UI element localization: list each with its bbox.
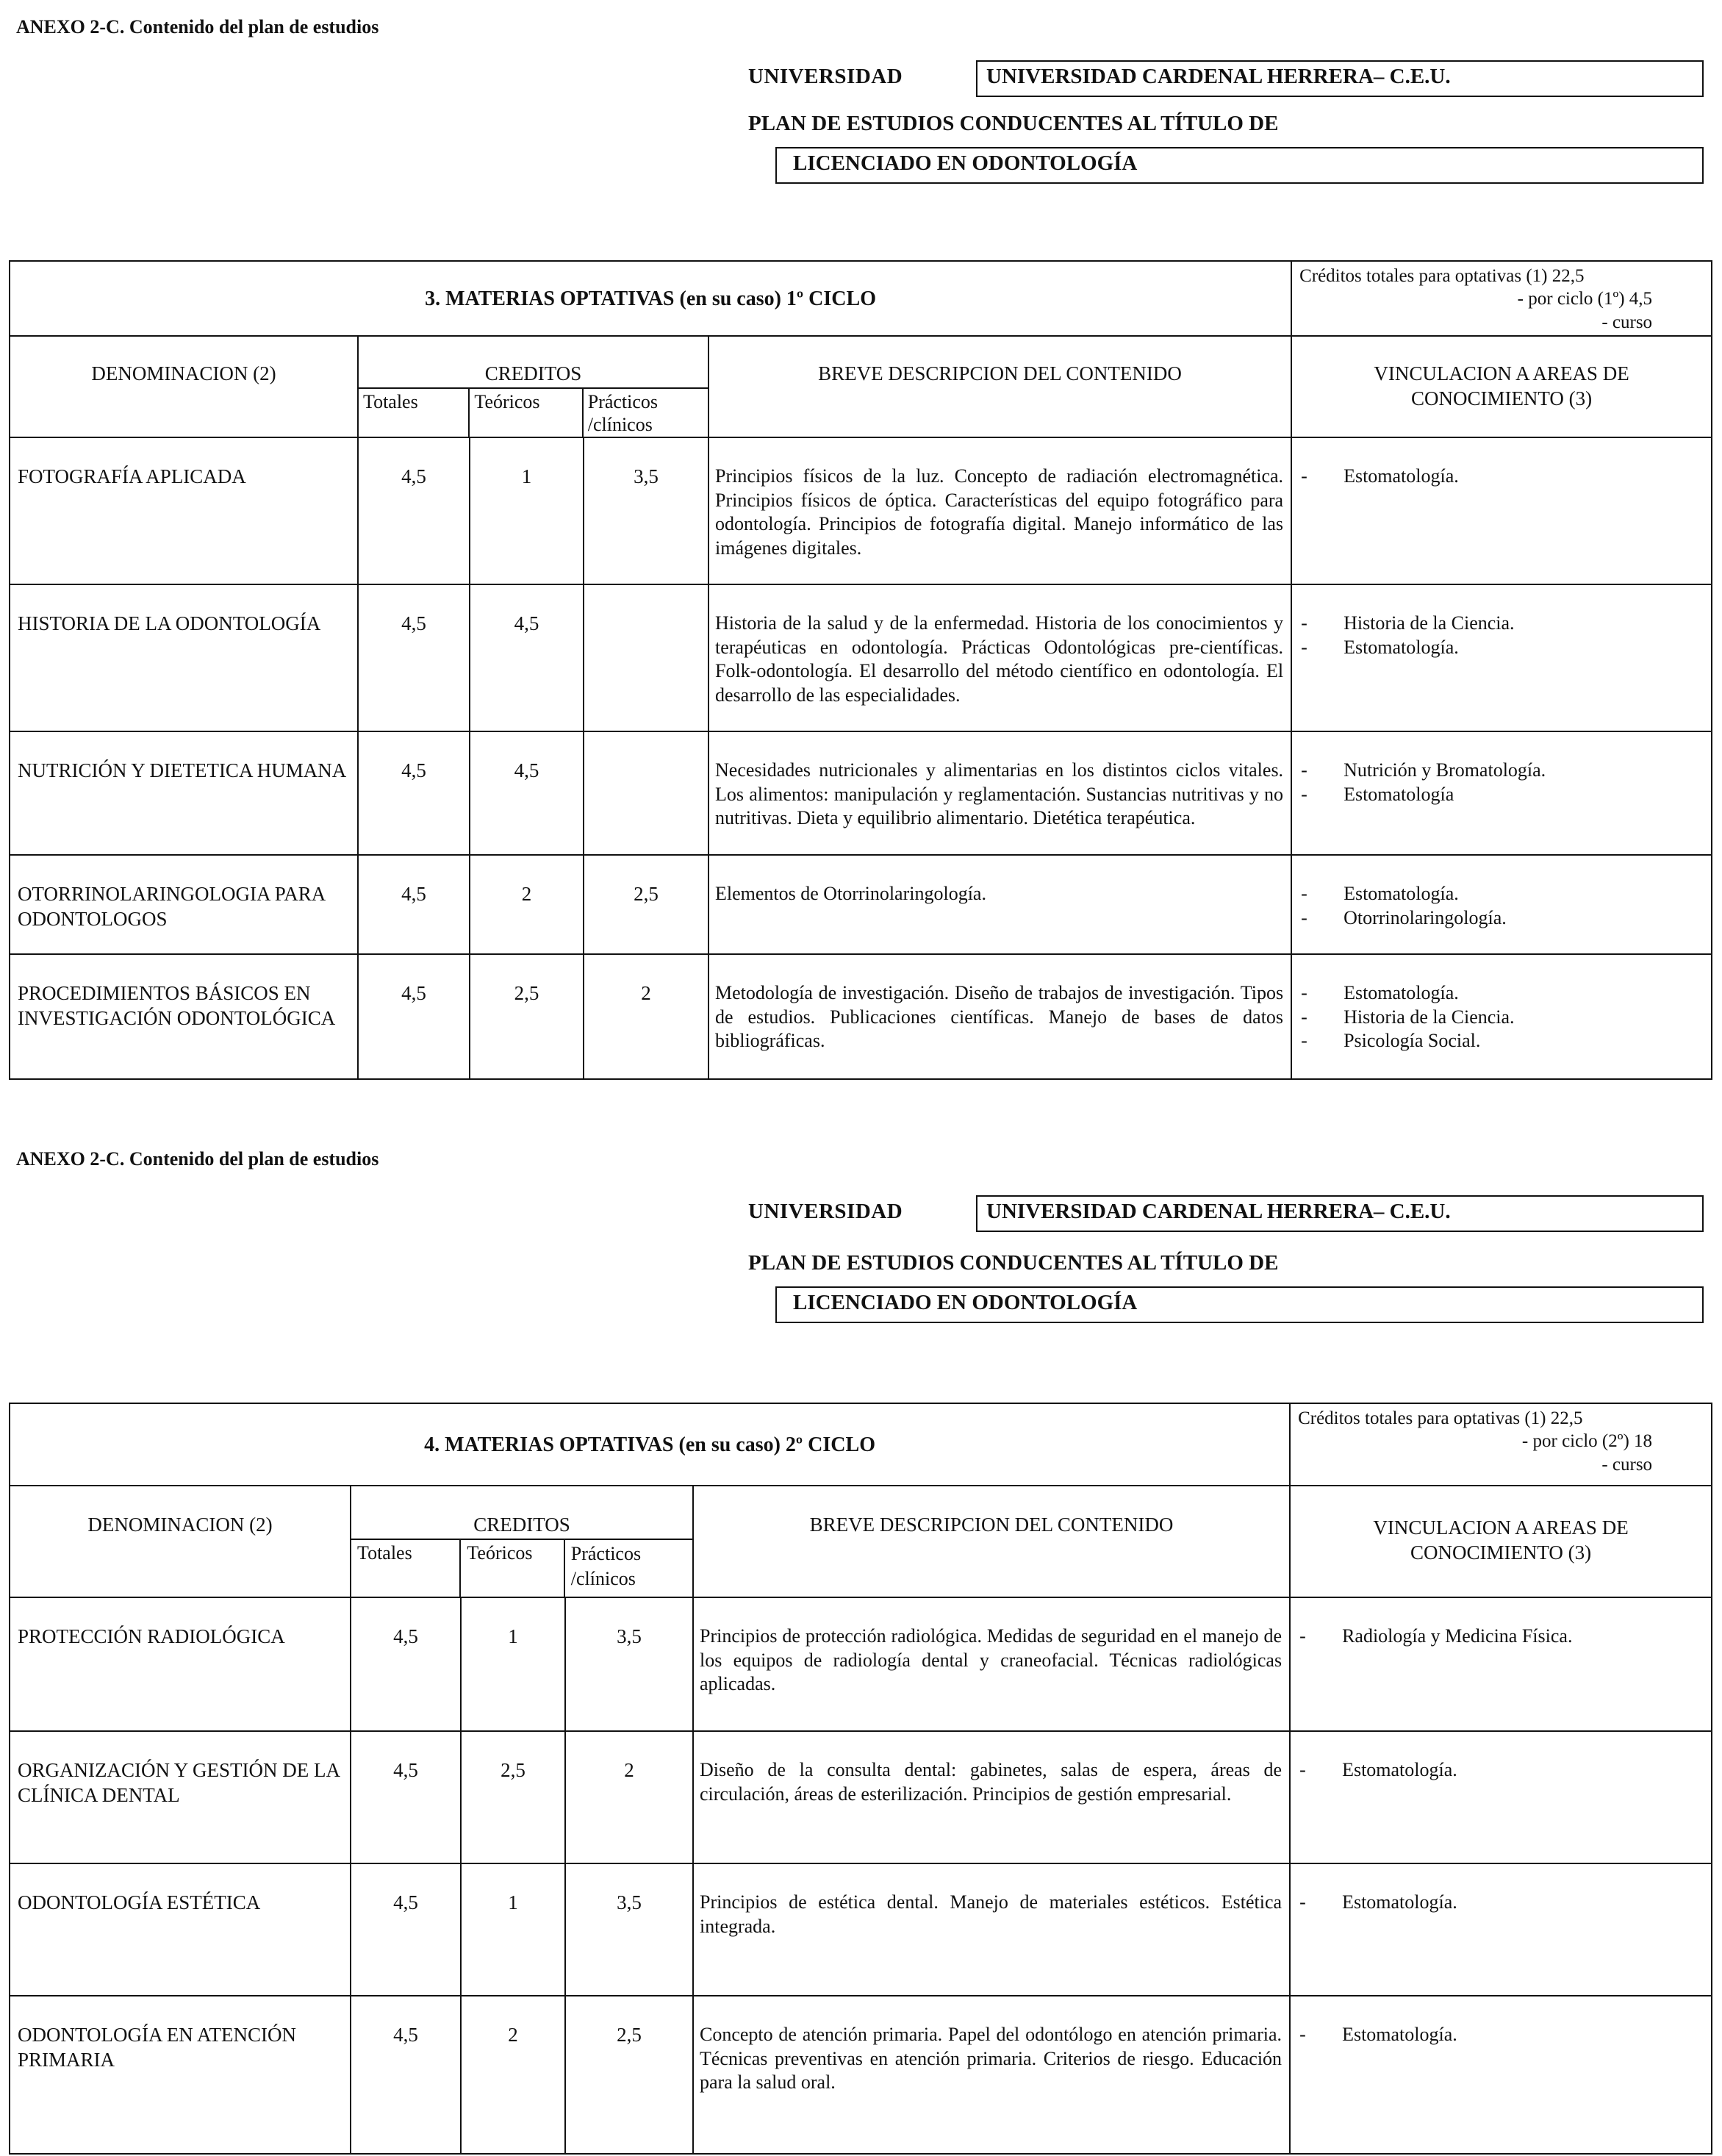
creditos-teoricos-value: 4,5 bbox=[470, 584, 584, 731]
table-row bbox=[10, 1597, 1712, 1731]
dash-bullet: - bbox=[1301, 759, 1307, 781]
creditos-totales: Créditos totales para optativas (1) 22,5 bbox=[1298, 1408, 1583, 1428]
col-totales: Totales bbox=[351, 1540, 461, 1597]
creditos-totales: Créditos totales para optativas (1) 22,5 bbox=[1299, 266, 1585, 286]
materia-name: OTORRINOLARINGOLOGIA PARA ODONTOLOGOS bbox=[10, 855, 358, 954]
universidad-label: UNIVERSIDAD bbox=[748, 65, 903, 88]
dash-bullet: - bbox=[1301, 1006, 1307, 1028]
creditos-practicos-value: 2 bbox=[584, 954, 708, 1079]
creditos-teoricos-value: 1 bbox=[470, 437, 584, 584]
area-item bbox=[1301, 783, 1704, 807]
creditos-totales-value: 4,5 bbox=[358, 584, 470, 731]
table-row bbox=[10, 954, 1712, 1079]
dash-bullet: - bbox=[1301, 636, 1307, 658]
creditos-summary bbox=[1290, 1403, 1712, 1486]
curso: - curso bbox=[1601, 312, 1653, 332]
area-item bbox=[1301, 882, 1704, 906]
area-item bbox=[1299, 1625, 1704, 1649]
col-practicos: Prácticos /clínicos bbox=[587, 391, 659, 436]
area-name: Estomatología. bbox=[1342, 1891, 1457, 1913]
area-name: Nutrición y Bromatología. bbox=[1343, 759, 1546, 781]
materia-description: Historia de la salud y de la enfermedad. Historia de los conocimientos y terapéuticas en odontología. Prácticas Odontológicas pre-científicas. Folk-odontología. El desarrollo del método científico en odontología. El desarrollo de las especialidades. bbox=[708, 584, 1291, 731]
creditos-practicos-value bbox=[584, 584, 708, 731]
materia-description: Diseño de la consulta dental: gabinetes, salas de espera, áreas de circulación, áreas de esterilización. Principios de gestión empresarial. bbox=[693, 1731, 1290, 1863]
optativas-table-ciclo-1 bbox=[9, 260, 1712, 1080]
materia-description: Principios de estética dental. Manejo de materiales estéticos. Estética integrada. bbox=[693, 1863, 1290, 1996]
col-denominacion: DENOMINACION (2) bbox=[10, 336, 358, 437]
area-item bbox=[1301, 1029, 1704, 1053]
universidad-field: UNIVERSIDAD CARDENAL HERRERA– C.E.U. bbox=[976, 60, 1704, 97]
plan-label: PLAN DE ESTUDIOS CONDUCENTES AL TÍTULO DE bbox=[748, 112, 1279, 135]
col-teoricos: Teóricos bbox=[470, 389, 583, 437]
section-title: 3. MATERIAS OPTATIVAS (en su caso) 1º CICLO bbox=[10, 261, 1291, 336]
area-name: Historia de la Ciencia. bbox=[1343, 612, 1515, 634]
optativas-table-ciclo-2 bbox=[9, 1403, 1712, 2155]
table-row bbox=[10, 1863, 1712, 1996]
por-ciclo: - por ciclo (1º) 4,5 bbox=[1517, 289, 1653, 309]
col-descripcion: BREVE DESCRIPCION DEL CONTENIDO bbox=[693, 1486, 1290, 1597]
creditos-totales-value: 4,5 bbox=[351, 1863, 461, 1996]
materia-description: Principios de protección radiológica. Medidas de seguridad en el manejo de los equipos de radiología dental y craneofacial. Técnicas radiológicas aplicadas. bbox=[693, 1597, 1290, 1731]
area-name: Estomatología. bbox=[1342, 2024, 1457, 2045]
area-name: Estomatología. bbox=[1343, 883, 1459, 904]
creditos-practicos-value: 3,5 bbox=[565, 1863, 693, 1996]
area-name: Otorrinolaringología. bbox=[1343, 906, 1507, 928]
dash-bullet: - bbox=[1301, 783, 1307, 805]
area-name: Estomatología bbox=[1343, 783, 1454, 805]
areas-conocimiento bbox=[1290, 1731, 1712, 1863]
area-name: Estomatología. bbox=[1342, 1759, 1457, 1780]
area-item bbox=[1299, 1758, 1704, 1783]
area-item bbox=[1299, 1891, 1704, 1915]
materia-name: ODONTOLOGÍA EN ATENCIÓN PRIMARIA bbox=[10, 1996, 351, 2154]
creditos-practicos-value: 2,5 bbox=[584, 855, 708, 954]
table-row bbox=[10, 1996, 1712, 2154]
col-teoricos: Teóricos bbox=[461, 1540, 564, 1597]
area-item bbox=[1301, 612, 1704, 636]
area-name: Estomatología. bbox=[1343, 636, 1459, 658]
dash-bullet: - bbox=[1301, 906, 1307, 928]
creditos-totales-value: 4,5 bbox=[351, 1597, 461, 1731]
areas-conocimiento bbox=[1291, 731, 1712, 855]
area-item bbox=[1301, 465, 1704, 489]
table-row bbox=[10, 1731, 1712, 1863]
areas-conocimiento bbox=[1290, 1996, 1712, 2154]
dash-bullet: - bbox=[1301, 982, 1307, 1003]
areas-conocimiento bbox=[1290, 1597, 1712, 1731]
creditos-totales-value: 4,5 bbox=[351, 1996, 461, 2154]
creditos-totales-value: 4,5 bbox=[351, 1731, 461, 1863]
materia-name: ODONTOLOGÍA ESTÉTICA bbox=[10, 1863, 351, 1996]
materia-description: Elementos de Otorrinolaringología. bbox=[708, 855, 1291, 954]
creditos-practicos-value: 3,5 bbox=[565, 1597, 693, 1731]
creditos-header: CREDITOS bbox=[351, 1486, 692, 1540]
universidad-field: UNIVERSIDAD CARDENAL HERRERA– C.E.U. bbox=[976, 1195, 1704, 1232]
creditos-totales-value: 4,5 bbox=[358, 855, 470, 954]
dash-bullet: - bbox=[1299, 1625, 1306, 1647]
por-ciclo: - por ciclo (2º) 18 bbox=[1521, 1431, 1653, 1452]
area-name: Radiología y Medicina Física. bbox=[1342, 1625, 1573, 1647]
col-totales: Totales bbox=[359, 389, 470, 437]
area-item bbox=[1301, 981, 1704, 1006]
table-row bbox=[10, 731, 1712, 855]
col-descripcion: BREVE DESCRIPCION DEL CONTENIDO bbox=[708, 336, 1291, 437]
creditos-teoricos-value: 2,5 bbox=[461, 1731, 565, 1863]
area-name: Historia de la Ciencia. bbox=[1343, 1006, 1515, 1028]
materia-description: Metodología de investigación. Diseño de trabajos de investigación. Tipos de estudios. Publicaciones científicas. Manejo de bases de datos bibliográficas. bbox=[708, 954, 1291, 1079]
materia-name: FOTOGRAFÍA APLICADA bbox=[10, 437, 358, 584]
creditos-practicos-value: 2 bbox=[565, 1731, 693, 1863]
universidad-label: UNIVERSIDAD bbox=[748, 1200, 903, 1223]
dash-bullet: - bbox=[1301, 883, 1307, 904]
materia-description: Necesidades nutricionales y alimentarias en los distintos ciclos vitales. Los alimentos: manipulación y reglamentación. Sustancias nutritivas y no nutritivas. Dieta y equilibrio alimentario. Dietética terapéutica. bbox=[708, 731, 1291, 855]
table-row bbox=[10, 855, 1712, 954]
area-item bbox=[1299, 2023, 1704, 2047]
creditos-teoricos-value: 1 bbox=[461, 1597, 565, 1731]
creditos-practicos-value: 3,5 bbox=[584, 437, 708, 584]
area-name: Estomatología. bbox=[1343, 982, 1459, 1003]
area-item bbox=[1301, 906, 1704, 931]
col-denominacion: DENOMINACION (2) bbox=[10, 1486, 351, 1597]
materia-name: PROCEDIMIENTOS BÁSICOS EN INVESTIGACIÓN ODONTOLÓGICA bbox=[10, 954, 358, 1079]
area-item bbox=[1301, 759, 1704, 783]
annex-heading: ANEXO 2-C. Contenido del plan de estudios bbox=[16, 16, 379, 37]
creditos-teoricos-value: 2 bbox=[461, 1996, 565, 2154]
area-name: Psicología Social. bbox=[1343, 1030, 1481, 1051]
materia-name: NUTRICIÓN Y DIETETICA HUMANA bbox=[10, 731, 358, 855]
dash-bullet: - bbox=[1301, 465, 1307, 487]
dash-bullet: - bbox=[1299, 1891, 1306, 1913]
areas-conocimiento bbox=[1290, 1863, 1712, 1996]
dash-bullet: - bbox=[1301, 1030, 1307, 1051]
col-practicos: Prácticos /clínicos bbox=[570, 1543, 642, 1589]
materia-name: PROTECCIÓN RADIOLÓGICA bbox=[10, 1597, 351, 1731]
titulo-field: LICENCIADO EN ODONTOLOGÍA bbox=[775, 1286, 1704, 1323]
creditos-totales-value: 4,5 bbox=[358, 954, 470, 1079]
areas-conocimiento bbox=[1291, 584, 1712, 731]
col-vinculacion: VINCULACION A AREAS DE CONOCIMIENTO (3) bbox=[1291, 336, 1712, 437]
dash-bullet: - bbox=[1299, 2024, 1306, 2045]
annex-heading: ANEXO 2-C. Contenido del plan de estudios bbox=[16, 1148, 379, 1170]
creditos-practicos-value bbox=[584, 731, 708, 855]
materia-description: Principios físicos de la luz. Concepto de radiación electromagnética. Principios físicos de óptica. Características del equipo fotográfico para odontología. Principios de fotografía digital. Manejo informático de las imágenes digitales. bbox=[708, 437, 1291, 584]
creditos-header: CREDITOS bbox=[359, 337, 708, 389]
creditos-totales-value: 4,5 bbox=[358, 731, 470, 855]
table-row bbox=[10, 584, 1712, 731]
curso: - curso bbox=[1601, 1454, 1653, 1475]
creditos-teoricos-value: 1 bbox=[461, 1863, 565, 1996]
creditos-practicos-value: 2,5 bbox=[565, 1996, 693, 2154]
area-name: Estomatología. bbox=[1343, 465, 1459, 487]
area-item bbox=[1301, 636, 1704, 660]
areas-conocimiento bbox=[1291, 954, 1712, 1079]
plan-label: PLAN DE ESTUDIOS CONDUCENTES AL TÍTULO DE bbox=[748, 1251, 1279, 1275]
creditos-teoricos-value: 2,5 bbox=[470, 954, 584, 1079]
titulo-field: LICENCIADO EN ODONTOLOGÍA bbox=[775, 147, 1704, 184]
area-item bbox=[1301, 1006, 1704, 1030]
areas-conocimiento bbox=[1291, 855, 1712, 954]
materia-name: ORGANIZACIÓN Y GESTIÓN DE LA CLÍNICA DENTAL bbox=[10, 1731, 351, 1863]
col-creditos bbox=[351, 1486, 693, 1597]
creditos-teoricos-value: 2 bbox=[470, 855, 584, 954]
dash-bullet: - bbox=[1299, 1759, 1306, 1780]
creditos-teoricos-value: 4,5 bbox=[470, 731, 584, 855]
section-title: 4. MATERIAS OPTATIVAS (en su caso) 2º CICLO bbox=[10, 1403, 1290, 1486]
col-vinculacion: VINCULACION A AREAS DE CONOCIMIENTO (3) bbox=[1290, 1486, 1712, 1597]
creditos-totales-value: 4,5 bbox=[358, 437, 470, 584]
dash-bullet: - bbox=[1301, 612, 1307, 634]
areas-conocimiento bbox=[1291, 437, 1712, 584]
col-creditos bbox=[358, 336, 708, 437]
creditos-summary bbox=[1291, 261, 1712, 336]
table-row bbox=[10, 437, 1712, 584]
materia-name: HISTORIA DE LA ODONTOLOGÍA bbox=[10, 584, 358, 731]
materia-description: Concepto de atención primaria. Papel del odontólogo en atención primaria. Técnicas preventivas en atención primaria. Criterios de riesgo. Educación para la salud oral. bbox=[693, 1996, 1290, 2154]
